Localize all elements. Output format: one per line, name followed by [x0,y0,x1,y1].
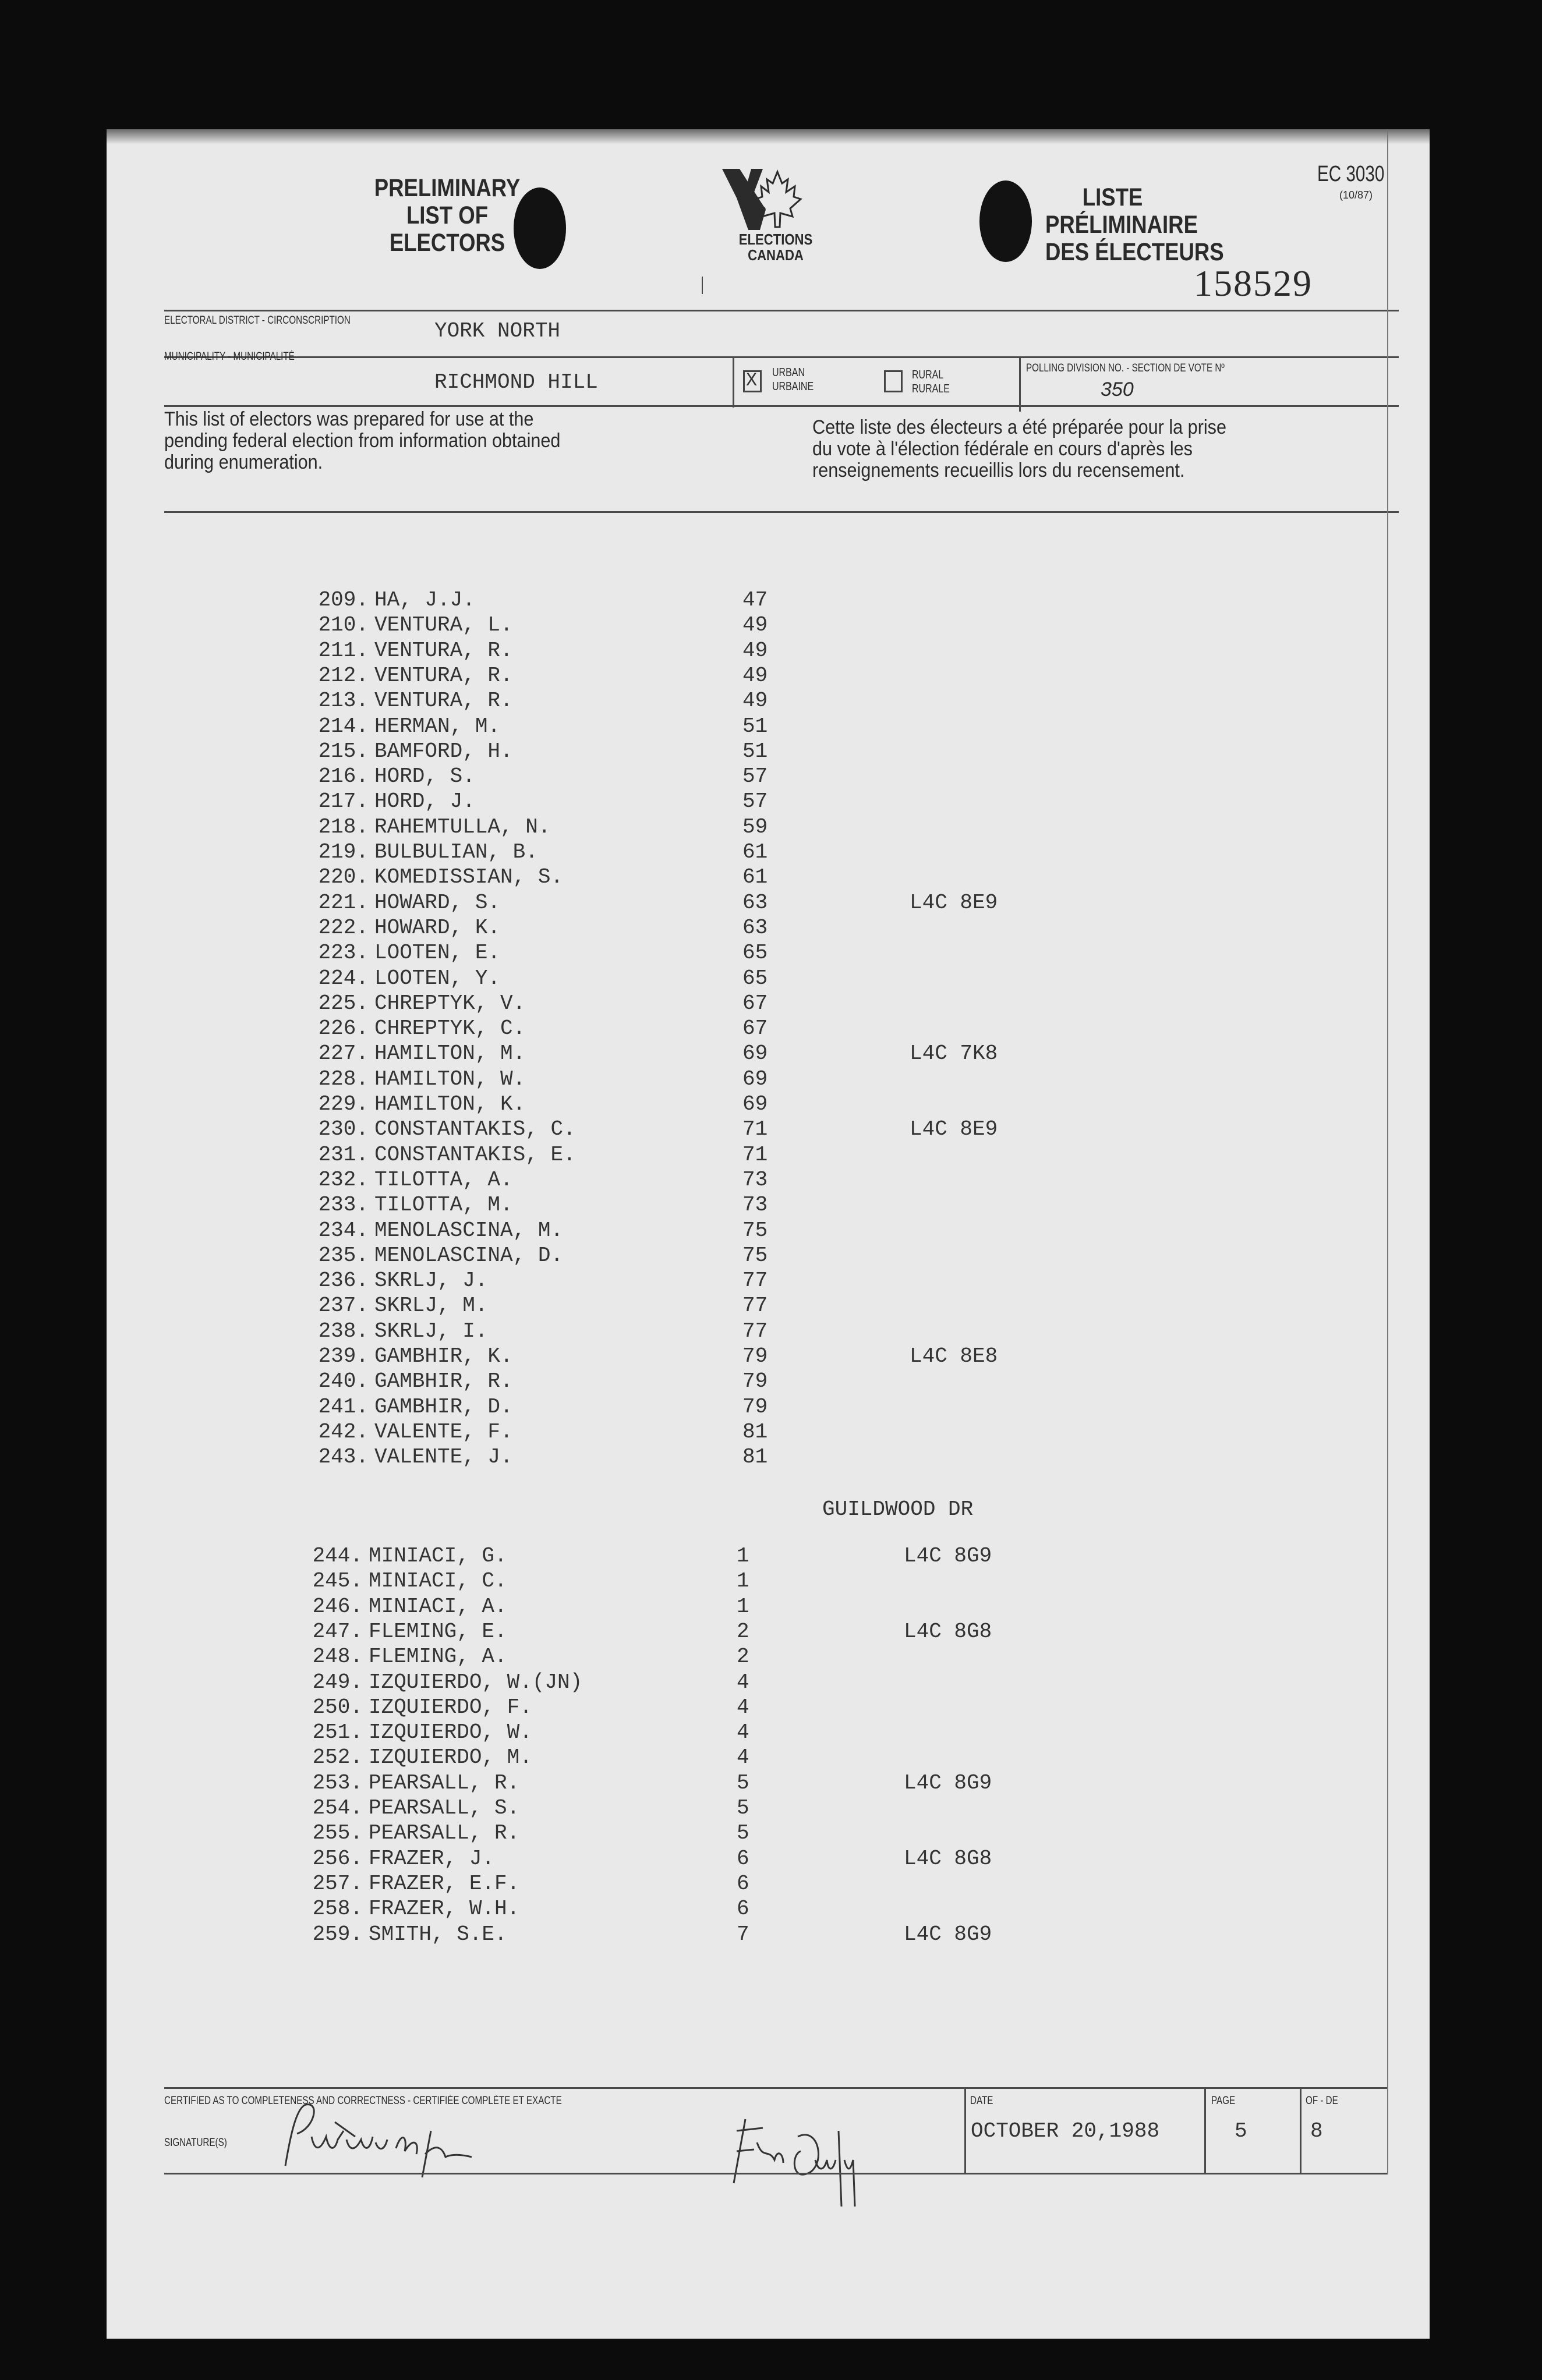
elector-number: 228. [318,1067,369,1091]
elector-name: GAMBHIR, K. [374,1344,513,1368]
house-number: 5 [737,1821,749,1846]
house-number: 59 [742,814,768,839]
elector-row [294,588,1109,613]
elector-number: 257. [312,1871,363,1896]
house-number: 5 [737,1770,749,1795]
elector-number: 250. [312,1695,363,1719]
elector-name: LOOTEN, E. [374,941,501,965]
elector-name: VENTURA, R. [374,663,513,688]
house-number: 4 [737,1720,749,1745]
house-number: 71 [742,1117,768,1142]
date-value: OCTOBER 20,1988 [971,2119,1160,2143]
elector-row [294,639,1109,664]
house-number: 79 [742,1369,768,1394]
elector-row [288,1670,1104,1695]
house-number: 77 [742,1269,768,1293]
divider [733,356,734,408]
house-number: 7 [737,1922,749,1946]
house-number: 79 [742,1394,768,1419]
elector-row [294,1294,1109,1319]
house-number: 51 [742,739,768,763]
house-number: 75 [742,1218,768,1242]
house-number: 67 [742,991,768,1015]
elector-row [294,613,1109,638]
divider [1204,2087,1206,2174]
elector-row [294,1344,1109,1369]
elector-number: 220. [318,865,369,890]
house-number: 5 [737,1796,749,1820]
title-fr-line-3: DES ÉLECTEURS [1045,238,1224,266]
elector-number: 256. [312,1846,363,1871]
elector-row [294,764,1109,789]
elector-name: HORD, S. [374,764,475,789]
elector-name: KOMEDISSIAN, S. [374,865,564,890]
elector-name: VALENTE, F. [374,1419,513,1444]
elector-number: 249. [312,1670,363,1694]
elector-name: CONSTANTAKIS, E. [374,1142,576,1167]
elector-name: MINIACI, G. [369,1544,507,1568]
divider [964,2087,966,2174]
elector-row [288,1796,1104,1821]
title-en-line-2: LIST OF [406,201,489,229]
elector-name: SKRLJ, J. [374,1269,488,1293]
elector-row [294,1420,1109,1445]
house-number: 49 [742,663,768,688]
postal-code: L4C 8E9 [910,890,998,915]
elector-number: 244. [312,1544,363,1568]
elector-row [288,1720,1104,1745]
elector-name: HAMILTON, M. [374,1042,526,1066]
elector-number: 211. [318,638,369,663]
elector-row [294,1269,1109,1294]
elector-row [294,991,1109,1017]
elections-canada-logo [719,169,836,233]
house-number: 69 [742,1092,768,1116]
elector-row [294,1319,1109,1344]
elector-name: CONSTANTAKIS, C. [374,1117,576,1142]
postal-code: L4C 8G8 [904,1619,992,1644]
elector-name: GAMBHIR, R. [374,1369,513,1394]
elector-row [294,714,1109,739]
elector-number: 212. [318,663,369,688]
elector-number: 241. [318,1394,369,1419]
elector-row [288,1595,1104,1620]
elector-row [294,1369,1109,1394]
punch-hole-right [979,180,1032,262]
house-number: 75 [742,1243,768,1267]
elector-name: MINIACI, A. [369,1594,507,1618]
divider [164,511,1399,513]
house-number: 63 [742,915,768,940]
page-top-shadow [107,129,1430,144]
elector-name: FRAZER, J. [369,1846,495,1871]
notice-en-line: This list of electors was prepared for use at the [164,408,534,430]
house-number: 61 [742,840,768,864]
house-number: 1 [737,1594,749,1618]
house-number: 47 [742,588,768,612]
elector-number: 215. [318,739,369,763]
elector-number: 222. [318,915,369,940]
elector-row [294,739,1109,764]
elector-name: FLEMING, E. [369,1619,507,1644]
house-number: 49 [742,613,768,638]
postal-code: L4C 8E8 [910,1344,998,1368]
elector-row [294,1017,1109,1042]
elector-row [288,1897,1104,1922]
elector-name: HORD, J. [374,789,475,814]
elector-name: SKRLJ, I. [374,1319,488,1343]
elector-name: MENOLASCINA, D. [374,1243,564,1267]
rural-label-en: RURAL [912,369,944,381]
elector-name: SMITH, S.E. [369,1922,507,1946]
elector-name: VENTURA, L. [374,613,513,638]
elector-number: 232. [318,1167,369,1192]
house-number: 1 [737,1544,749,1568]
urban-label [772,366,814,394]
polling-division-label: POLLING DIVISION NO. - SECTION DE VOTE Nº [1026,362,1225,374]
elector-name: HA, J.J. [374,588,475,612]
urban-label-fr: URBAINE [772,380,814,393]
elector-name: RAHEMTULLA, N. [374,814,551,839]
elector-name: PEARSALL, S. [369,1796,520,1820]
elector-number: 247. [312,1619,363,1644]
title-en-line-3: ELECTORS [389,229,505,257]
certified-label: CERTIFIED AS TO COMPLETENESS AND CORRECTNESS - CERTIFIÉE COMPLÈTE ET EXACTE [164,2095,562,2107]
signatures-label: SIGNATURE(S) [164,2137,227,2149]
district-value: YORK NORTH [434,319,561,343]
punch-hole-left [514,187,566,269]
elector-row [294,916,1109,941]
divider [164,310,1399,311]
house-number: 69 [742,1042,768,1066]
divider [1300,2087,1301,2174]
elector-name: TILOTTA, M. [374,1193,513,1217]
rural-checkbox[interactable] [884,370,903,392]
elector-name: HOWARD, K. [374,915,501,940]
postal-code: L4C 8G9 [904,1544,992,1568]
header-tick [702,277,703,294]
title-fr-line-1: LISTE [1082,183,1143,211]
municipality-label: MUNICIPALITY - MUNICIPALITÉ [164,350,295,363]
elector-name: VENTURA, R. [374,689,513,713]
elector-number: 213. [318,689,369,713]
page-label: PAGE [1211,2095,1236,2107]
elector-row [288,1745,1104,1770]
elector-name: PEARSALL, R. [369,1821,520,1846]
house-number: 77 [742,1319,768,1343]
elector-number: 214. [318,714,369,738]
house-number: 81 [742,1445,768,1469]
elector-name: FLEMING, A. [369,1645,507,1669]
signature-1 [280,2096,571,2195]
elector-number: 224. [318,966,369,990]
signature-2 [728,2108,972,2212]
elector-name: FRAZER, W.H. [369,1897,520,1921]
elector-row [294,664,1109,689]
total-pages: 8 [1310,2119,1323,2143]
elector-number: 221. [318,890,369,915]
elector-number: 218. [318,814,369,839]
elector-number: 242. [318,1419,369,1444]
elector-number: 246. [312,1594,363,1618]
title-fr-line-2: PRÉLIMINAIRE [1045,211,1198,239]
title-french [1045,184,1243,266]
elector-number: 237. [318,1294,369,1318]
district-label: ELECTORAL DISTRICT - CIRCONSCRIPTION [164,314,351,327]
elector-number: 238. [318,1319,369,1343]
elector-row [294,1219,1109,1244]
elector-name: LOOTEN, Y. [374,966,501,990]
elector-row [288,1771,1104,1796]
postal-code: L4C 8G9 [904,1922,992,1946]
logo-text-line-1: ELECTIONS [738,231,813,248]
elector-number: 234. [318,1218,369,1242]
elector-row [288,1695,1104,1720]
elector-number: 255. [312,1821,363,1846]
elector-number: 259. [312,1922,363,1946]
house-number: 67 [742,1017,768,1041]
elector-number: 243. [318,1445,369,1469]
polling-division-value: 350 [1101,378,1134,401]
elector-number: 229. [318,1092,369,1116]
elector-row [294,789,1109,814]
check-mark: X [746,370,758,391]
elector-row [288,1922,1104,1947]
house-number: 49 [742,638,768,663]
house-number: 6 [737,1897,749,1921]
serial-number: 158529 [1194,263,1313,304]
house-number: 4 [737,1670,749,1694]
elector-row [294,1395,1109,1420]
elector-name: PEARSALL, R. [369,1770,520,1795]
elector-number: 226. [318,1017,369,1041]
elector-row [294,1117,1109,1142]
elector-name: MINIACI, C. [369,1569,507,1593]
elector-name: GAMBHIR, D. [374,1394,513,1419]
elector-row [288,1872,1104,1897]
elector-name: IZQUIERDO, W.(JN) [369,1670,583,1694]
postal-code: L4C 7K8 [910,1042,998,1066]
rural-label [912,368,950,396]
elector-number: 235. [318,1243,369,1267]
elector-name: SKRLJ, M. [374,1294,488,1318]
page-right-border [1387,129,1388,2174]
notice-french [812,417,1226,481]
title-english [363,175,532,257]
elector-number: 254. [312,1796,363,1820]
house-number: 61 [742,865,768,890]
elector-row [288,1821,1104,1846]
urban-label-en: URBAN [772,366,805,379]
elector-row [288,1847,1104,1872]
elector-row [288,1620,1104,1645]
elector-row [288,1544,1104,1569]
elector-number: 231. [318,1142,369,1167]
notice-english [164,409,560,473]
elector-row [288,1569,1104,1594]
house-number: 71 [742,1142,768,1167]
elector-row [294,941,1109,966]
elector-name: TILOTTA, A. [374,1167,513,1192]
elector-number: 252. [312,1745,363,1770]
house-number: 57 [742,764,768,789]
elector-name: VALENTE, J. [374,1445,513,1469]
municipality-value: RICHMOND HILL [434,370,598,394]
elector-row [294,1445,1109,1470]
elector-row [288,1645,1104,1670]
elector-number: 245. [312,1569,363,1593]
elector-row [294,815,1109,840]
elector-number: 258. [312,1897,363,1921]
elector-row [294,1092,1109,1117]
street-heading: GUILDWOOD DR [822,1497,974,1521]
form-revision: (10/87) [1339,189,1373,201]
house-number: 77 [742,1294,768,1318]
house-number: 65 [742,966,768,990]
notice-en-line: during enumeration. [164,451,323,473]
elector-number: 239. [318,1344,369,1368]
postal-code: L4C 8G8 [904,1846,992,1871]
elector-row [294,1042,1109,1067]
house-number: 57 [742,789,768,814]
elector-name: IZQUIERDO, F. [369,1695,532,1719]
elector-name: BULBULIAN, B. [374,840,538,864]
house-number: 4 [737,1695,749,1719]
divider [1019,356,1021,412]
divider [164,405,1399,407]
elector-name: HAMILTON, K. [374,1092,526,1116]
elector-name: IZQUIERDO, W. [369,1720,532,1745]
house-number: 2 [737,1619,749,1644]
notice-fr-line: du vote à l'élection fédérale en cours d'après les [812,438,1193,460]
elector-number: 240. [318,1369,369,1394]
house-number: 63 [742,890,768,915]
house-number: 81 [742,1419,768,1444]
elector-name: HERMAN, M. [374,714,501,738]
elector-row [294,1168,1109,1193]
elector-name: HAMILTON, W. [374,1067,526,1091]
elector-number: 210. [318,613,369,638]
logo-text-line-2: CANADA [748,246,804,264]
postal-code: L4C 8G9 [904,1770,992,1795]
notice-en-line: pending federal election from information obtained [164,430,561,452]
elector-number: 236. [318,1269,369,1293]
divider [164,2173,1387,2174]
page-number: 5 [1235,2119,1247,2143]
elector-number: 251. [312,1720,363,1745]
elector-number: 219. [318,840,369,864]
elector-name: CHREPTYK, V. [374,991,526,1015]
elector-name: MENOLASCINA, M. [374,1218,564,1242]
notice-fr-line: Cette liste des électeurs a été préparée pour la prise [812,416,1227,438]
elector-name: VENTURA, R. [374,638,513,663]
elector-name: HOWARD, S. [374,890,501,915]
elector-row [294,865,1109,890]
elector-row [294,1193,1109,1218]
elector-name: BAMFORD, H. [374,739,513,763]
house-number: 6 [737,1871,749,1896]
elector-number: 230. [318,1117,369,1142]
house-number: 4 [737,1745,749,1770]
elector-number: 253. [312,1770,363,1795]
house-number: 6 [737,1846,749,1871]
form-code: EC 3030 [1317,162,1385,186]
elector-row [294,891,1109,916]
divider [164,2087,1387,2089]
house-number: 51 [742,714,768,738]
elector-number: 209. [318,588,369,612]
house-number: 2 [737,1645,749,1669]
elector-name: CHREPTYK, C. [374,1017,526,1041]
logo-text [726,232,825,263]
house-number: 49 [742,689,768,713]
elector-name: FRAZER, E.F. [369,1871,520,1896]
notice-fr-line: renseignements recueillis lors du recensement. [812,459,1185,481]
postal-code: L4C 8E9 [910,1117,998,1142]
elector-number: 248. [312,1645,363,1669]
title-en-line-1: PRELIMINARY [374,174,521,202]
elector-row [294,840,1109,865]
house-number: 79 [742,1344,768,1368]
elector-number: 216. [318,764,369,789]
urban-checkbox[interactable] [743,370,762,392]
divider [164,356,1399,358]
elector-number: 233. [318,1193,369,1217]
elector-number: 223. [318,941,369,965]
elector-name: IZQUIERDO, M. [369,1745,532,1770]
house-number: 1 [737,1569,749,1593]
house-number: 73 [742,1167,768,1192]
house-number: 73 [742,1193,768,1217]
elector-number: 227. [318,1042,369,1066]
elector-number: 217. [318,789,369,814]
of-label: OF - DE [1306,2095,1338,2107]
date-label: DATE [970,2095,993,2107]
elector-number: 225. [318,991,369,1015]
rural-label-fr: RURALE [912,382,950,395]
elector-row [294,966,1109,991]
elector-row [294,1244,1109,1269]
elector-row [294,1067,1109,1092]
house-number: 69 [742,1067,768,1091]
elector-row [294,689,1109,714]
x-maple-leaf-icon [719,169,836,233]
house-number: 65 [742,941,768,965]
elector-row [294,1143,1109,1168]
